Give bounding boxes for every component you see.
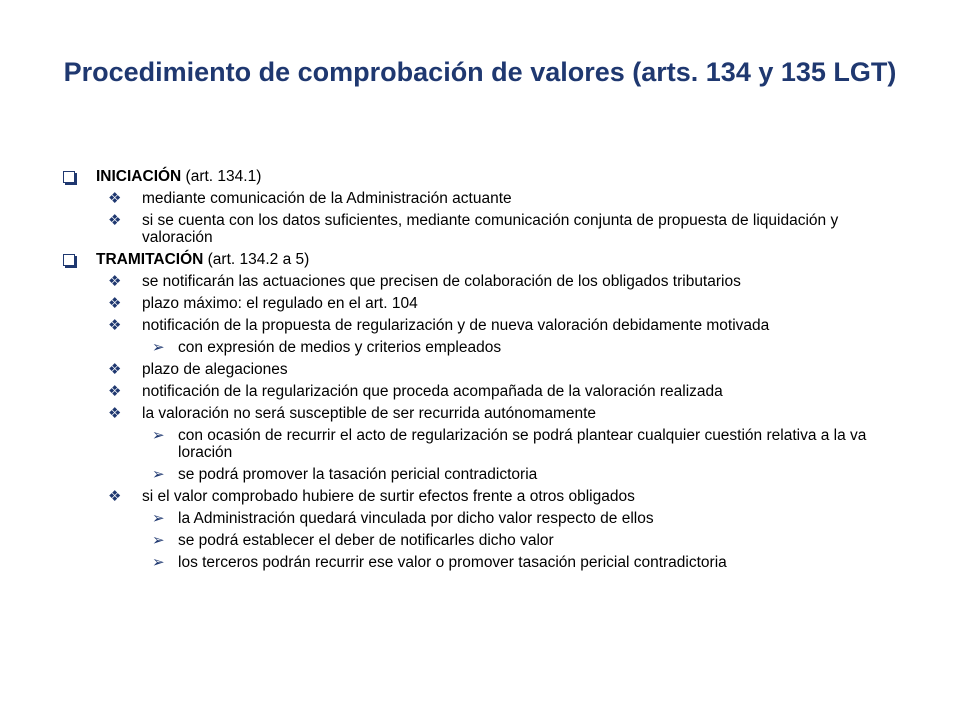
arrow-bullet-icon: ➢ bbox=[152, 466, 165, 483]
diamond-bullet-icon: ❖ bbox=[108, 383, 122, 400]
section-heading: INICIACIÓN bbox=[96, 168, 182, 185]
diamond-bullet-icon: ❖ bbox=[108, 273, 122, 290]
list-item: ❖ plazo máximo: el regulado en el art. 104 bbox=[108, 295, 418, 312]
sub-list-item: ➢ se podrá promover la tasación pericial contradictoria bbox=[152, 466, 538, 483]
list-item: ❖ se notificarán las actuaciones que precisen de colaboración de los obligados tributarios bbox=[108, 273, 741, 290]
diamond-bullet-icon: ❖ bbox=[108, 317, 122, 334]
list-item: ❖ si se cuenta con los datos suficientes, mediante comunicación conjunta de propuesta de liquidación y valoración bbox=[108, 212, 839, 246]
sub-list-item: ➢ la Administración quedará vinculada por dicho valor respecto de ellos bbox=[152, 510, 654, 527]
section-iniciacion bbox=[62, 168, 882, 185]
diamond-bullet-icon: ❖ bbox=[108, 405, 122, 422]
diamond-bullet-icon: ❖ bbox=[108, 361, 122, 378]
diamond-bullet-icon: ❖ bbox=[108, 212, 122, 229]
sub-list-item: ➢ con expresión de medios y criterios empleados bbox=[152, 339, 502, 356]
list-item: ❖ notificación de la regularización que proceda acompañada de la valoración realizada bbox=[108, 383, 723, 400]
checkbox-bullet-icon bbox=[62, 251, 74, 268]
checkbox-bullet-icon bbox=[62, 168, 74, 185]
slide-title: Procedimiento de comprobación de valores (arts. 134 y 135 LGT) bbox=[63, 57, 897, 87]
section-ref: (art. 134.2 a 5) bbox=[203, 251, 310, 268]
diamond-bullet-icon: ❖ bbox=[108, 190, 122, 207]
section-heading: TRAMITACIÓN bbox=[96, 251, 204, 268]
sub-list-item: ➢ con ocasión de recurrir el acto de regularización se podrá plantear cualquier cuestión relativa a la va loración bbox=[152, 427, 867, 461]
diamond-bullet-icon: ❖ bbox=[108, 295, 122, 312]
list-item: ❖ notificación de la propuesta de regularización y de nueva valoración debidamente motivada bbox=[108, 317, 770, 334]
sub-list-item: ➢ los terceros podrán recurrir ese valor o promover tasación pericial contradictoria bbox=[152, 554, 727, 571]
arrow-bullet-icon: ➢ bbox=[152, 554, 165, 571]
section-ref: (art. 134.1) bbox=[181, 168, 262, 185]
arrow-bullet-icon: ➢ bbox=[152, 532, 165, 549]
sub-list-item: ➢ se podrá establecer el deber de notificarles dicho valor bbox=[152, 532, 554, 549]
arrow-bullet-icon: ➢ bbox=[152, 339, 165, 356]
list-item: ❖ si el valor comprobado hubiere de surtir efectos frente a otros obligados bbox=[108, 488, 635, 505]
section-tramitacion bbox=[62, 251, 882, 268]
list-item: ❖ mediante comunicación de la Administración actuante bbox=[108, 190, 512, 207]
slide-content bbox=[62, 168, 882, 576]
diamond-bullet-icon: ❖ bbox=[108, 488, 122, 505]
arrow-bullet-icon: ➢ bbox=[152, 510, 165, 527]
list-item: ❖ la valoración no será susceptible de ser recurrida autónomamente bbox=[108, 405, 597, 422]
list-item: ❖ plazo de alegaciones bbox=[108, 361, 288, 378]
arrow-bullet-icon: ➢ bbox=[152, 427, 165, 444]
